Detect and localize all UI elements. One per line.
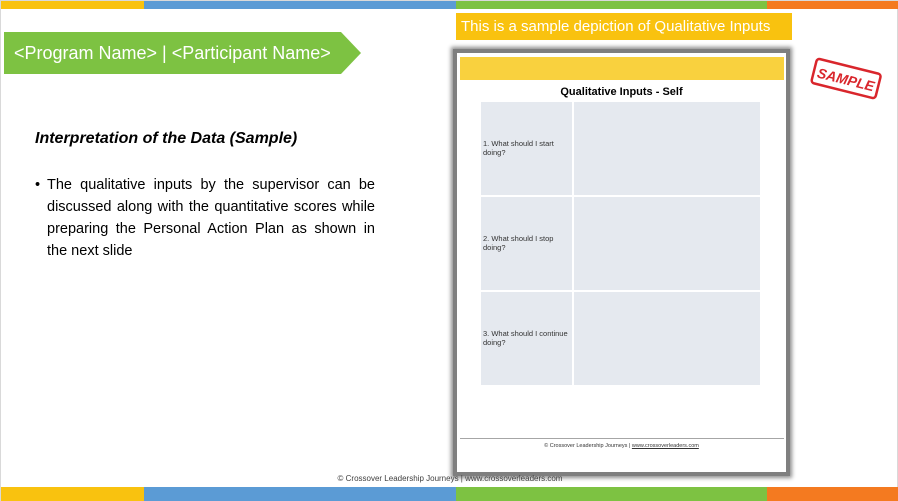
document-footer-link: www.crossoverleaders.com (631, 443, 699, 449)
document-footer-divider (460, 438, 784, 439)
document-header-bar (460, 57, 784, 80)
bottom-color-strip (1, 487, 898, 501)
strip-segment-yellow (1, 487, 144, 501)
slide-title: <Program Name> | <Participant Name> (14, 43, 331, 63)
sample-stamp (807, 57, 885, 106)
question-cell: 2. What should I stop doing? (481, 197, 572, 290)
strip-segment-orange (767, 1, 898, 9)
bullet-dot: • (35, 177, 41, 193)
slide-footer: © Crossover Leadership Journeys | www.crossoverleaders.com (337, 474, 563, 483)
bullet-list (35, 174, 375, 262)
answer-cell (574, 197, 760, 290)
answer-cell (574, 102, 760, 195)
question-cell: 3. What should I continue doing? (481, 292, 572, 385)
qualitative-inputs-document-image (453, 49, 790, 476)
strip-segment-orange (767, 487, 898, 501)
strip-segment-yellow (1, 1, 144, 9)
document-footer-text: © Crossover Leadership Journeys | (544, 443, 632, 449)
bullet-text: The qualitative inputs by the supervisor can be discussed along with the quantitative scores while preparing the Personal Action Plan as shown in the next slide (47, 177, 375, 259)
document-footer (457, 443, 786, 449)
table-row (481, 197, 760, 290)
sample-stamp-graphic (807, 57, 885, 101)
question-cell: 1. What should I start doing? (481, 102, 572, 195)
strip-segment-green (456, 487, 767, 501)
bullet-item (35, 174, 375, 262)
answer-cell (574, 292, 760, 385)
title-banner (4, 32, 361, 74)
strip-segment-blue (144, 1, 456, 9)
section-heading: Interpretation of the Data (Sample) (35, 130, 298, 147)
stamp-text: SAMPLE (815, 64, 877, 95)
document-question-table (481, 102, 760, 396)
depiction-banner: This is a sample depiction of Qualitative Inputs (456, 13, 792, 40)
document-title: Qualitative Inputs - Self (560, 86, 683, 98)
strip-segment-blue (144, 487, 456, 501)
strip-segment-green (456, 1, 767, 9)
table-row (481, 292, 760, 385)
table-row (481, 102, 760, 195)
top-color-strip (1, 1, 898, 9)
